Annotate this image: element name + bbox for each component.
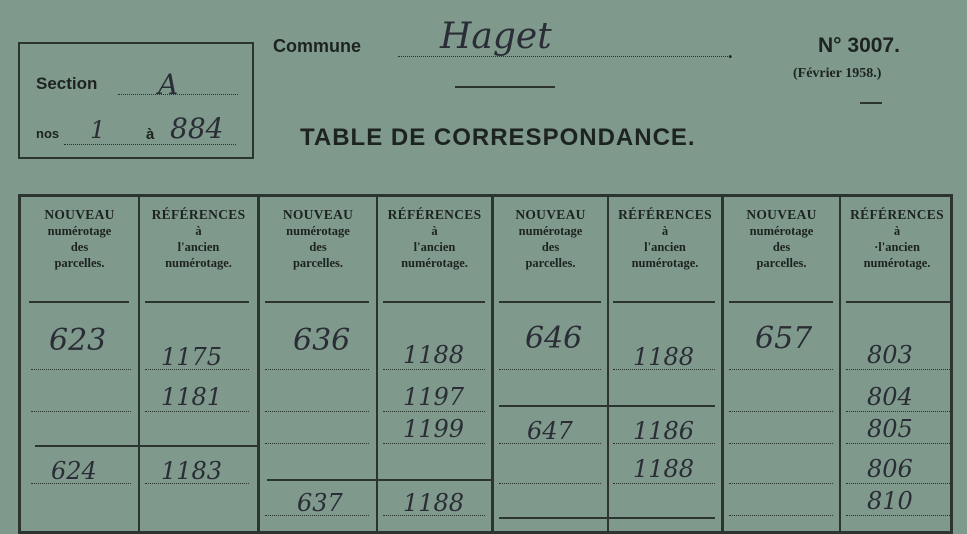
row-dots: [613, 483, 715, 484]
page-title: TABLE DE CORRESPONDANCE.: [300, 124, 696, 151]
new-parcel-number: 646: [525, 321, 583, 356]
header-new-2: NOUVEAU numérotage des parcelles.: [282, 207, 354, 270]
header-new-3: NOUVEAU numérotage des parcelles.: [515, 207, 586, 270]
old-reference: 1188: [633, 455, 695, 483]
old-reference: 1199: [403, 415, 465, 443]
old-reference: 1188: [403, 341, 465, 369]
new-parcel-number: 636: [293, 323, 351, 358]
row-dots: [383, 369, 485, 370]
header-rule: [846, 301, 950, 303]
header-rule: [145, 301, 249, 303]
row-dots: [729, 515, 833, 516]
range-from: 1: [90, 116, 106, 144]
section-value: A: [158, 68, 179, 101]
row-dots: [499, 369, 601, 370]
new-parcel-number: 657: [755, 321, 813, 356]
range-label: nos: [36, 126, 60, 141]
section-label: Section: [36, 74, 98, 93]
header-ref-4: RÉFÉRENCES à ·l'ancien numérotage.: [850, 207, 944, 270]
old-reference: 1197: [403, 383, 465, 411]
form-dash: [860, 102, 882, 104]
row-dots: [846, 443, 950, 444]
row-dots: [31, 369, 131, 370]
range-sep: à: [146, 126, 155, 143]
row-dots: [846, 483, 950, 484]
header-ref-3: RÉFÉRENCES à l'ancien numérotage.: [618, 207, 712, 270]
row-dots: [265, 369, 369, 370]
commune-label: Commune: [273, 36, 362, 56]
group-rule: [499, 405, 715, 407]
header-rule: [613, 301, 715, 303]
new-parcel-number: 624: [51, 457, 97, 485]
form-date: (Février 1958.): [793, 66, 882, 81]
commune-value: Haget: [440, 16, 552, 57]
correspondence-table: [18, 194, 953, 534]
old-reference: 1188: [633, 343, 695, 371]
row-dots: [31, 411, 131, 412]
new-parcel-number: 637: [297, 489, 343, 517]
group-rule: [35, 445, 257, 447]
commune-underline: [455, 86, 555, 88]
old-reference: 1175: [161, 343, 223, 371]
old-reference: 805: [867, 415, 913, 443]
header-new-4: NOUVEAU numérotage des parcelles.: [746, 207, 817, 270]
range-to: 884: [170, 112, 224, 145]
row-dots: [846, 411, 950, 412]
commune-end-dot: .: [728, 42, 733, 62]
old-reference: 804: [867, 383, 913, 411]
row-dots: [265, 443, 369, 444]
header-rule: [729, 301, 833, 303]
row-dots: [729, 369, 833, 370]
row-dots: [383, 411, 485, 412]
old-reference: 1181: [161, 383, 223, 411]
form-number: N° 3007.: [818, 34, 900, 57]
row-dots: [846, 369, 950, 370]
old-reference: 1186: [633, 417, 695, 445]
header-new-1: NOUVEAU numérotage des parcelles.: [44, 207, 115, 270]
header-rule: [383, 301, 485, 303]
row-dots: [383, 443, 485, 444]
row-dots: [499, 483, 601, 484]
row-dots: [729, 443, 833, 444]
old-reference: 810: [867, 487, 913, 515]
row-dots: [265, 411, 369, 412]
new-parcel-number: 623: [49, 323, 107, 358]
row-dots: [145, 411, 249, 412]
row-dots: [729, 411, 833, 412]
section-box: [18, 42, 254, 159]
header-ref-1: RÉFÉRENCES à l'ancien numérotage.: [151, 207, 246, 270]
row-dots: [846, 515, 950, 516]
old-reference: 803: [867, 341, 913, 369]
old-reference: 806: [867, 455, 913, 483]
group-rule: [267, 479, 491, 481]
group-rule: [499, 517, 715, 519]
old-reference: 1183: [161, 457, 223, 485]
header-rule: [499, 301, 601, 303]
header-rule: [265, 301, 369, 303]
row-dots: [729, 483, 833, 484]
new-parcel-number: 647: [527, 417, 573, 445]
old-reference: 1188: [403, 489, 465, 517]
header-ref-2: RÉFÉRENCES à l'ancien numérotage.: [387, 207, 482, 270]
header-rule: [29, 301, 129, 303]
